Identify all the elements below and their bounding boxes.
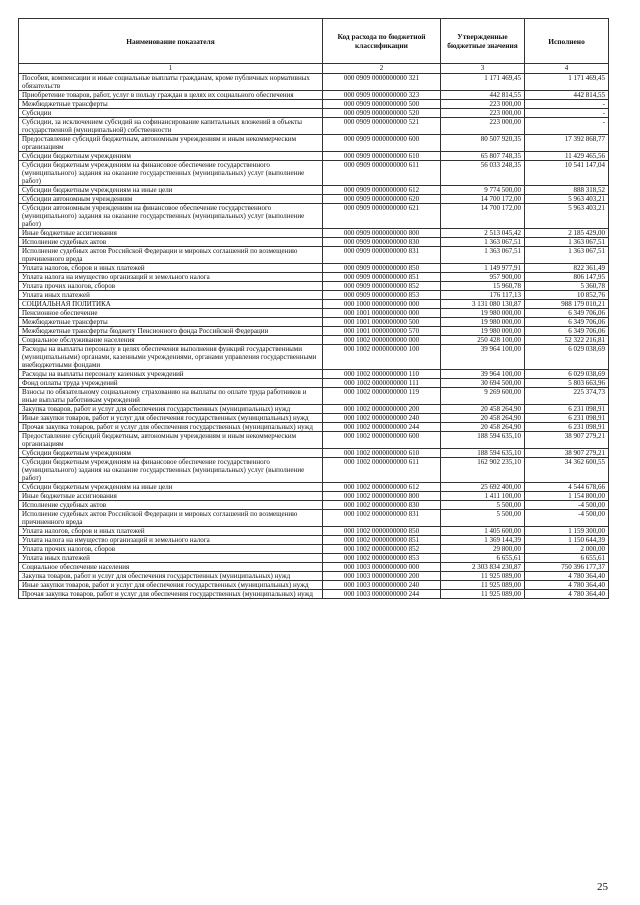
row-approved: 14 700 172,00 — [441, 204, 525, 229]
row-executed: 1 363 067,51 — [525, 238, 609, 247]
table-row — [19, 109, 609, 118]
table-row — [19, 379, 609, 388]
header-indicator-name: Наименование показателя — [19, 19, 323, 64]
row-executed: 4 544 678,66 — [525, 483, 609, 492]
row-approved: 1 369 144,39 — [441, 536, 525, 545]
row-approved: 188 594 635,10 — [441, 449, 525, 458]
table-row — [19, 282, 609, 291]
row-code: 000 1002 0000000000 111 — [323, 379, 441, 388]
row-executed: 5 803 663,96 — [525, 379, 609, 388]
row-name: Уплата налогов, сборов и иных платежей — [19, 527, 323, 536]
row-executed: 2 000,00 — [525, 545, 609, 554]
row-executed: 10 541 147,04 — [525, 161, 609, 186]
row-code: 000 0909 0000000000 500 — [323, 100, 441, 109]
table-row — [19, 572, 609, 581]
row-name: Прочая закупка товаров, работ и услуг для обеспечения государственных (муниципальных) нужд — [19, 423, 323, 432]
row-code: 000 0909 0000000000 620 — [323, 195, 441, 204]
row-name: Субсидии бюджетным учреждениям на иные цели — [19, 186, 323, 195]
row-executed: 806 147,95 — [525, 273, 609, 282]
table-row — [19, 590, 609, 599]
table-row — [19, 345, 609, 370]
row-approved: 223 000,00 — [441, 109, 525, 118]
row-name: СОЦИАЛЬНАЯ ПОЛИТИКА — [19, 300, 323, 309]
table-row — [19, 388, 609, 405]
row-code: 000 1002 0000000000 240 — [323, 414, 441, 423]
column-number: 3 — [441, 64, 525, 74]
row-approved: 56 033 248,35 — [441, 161, 525, 186]
row-code: 000 1002 0000000000 830 — [323, 501, 441, 510]
table-row — [19, 135, 609, 152]
row-executed: 442 814,55 — [525, 91, 609, 100]
row-approved: 39 964 100,00 — [441, 345, 525, 370]
row-executed: 4 780 364,40 — [525, 581, 609, 590]
row-executed: 988 179 010,21 — [525, 300, 609, 309]
row-code: 000 1002 0000000000 611 — [323, 458, 441, 483]
column-number-row — [19, 64, 609, 74]
row-approved: 1 363 067,51 — [441, 238, 525, 247]
header-approved-values: Утвержденные бюджетные значения — [441, 19, 525, 64]
row-approved: 1 171 469,45 — [441, 74, 525, 91]
row-code: 000 1002 0000000000 100 — [323, 345, 441, 370]
row-executed: 1 171 469,45 — [525, 74, 609, 91]
row-code: 000 1002 0000000000 850 — [323, 527, 441, 536]
table-row — [19, 501, 609, 510]
row-approved: 2 513 045,42 — [441, 229, 525, 238]
row-approved: 11 925 089,00 — [441, 572, 525, 581]
row-executed: 38 907 279,21 — [525, 432, 609, 449]
row-executed: 2 185 429,00 — [525, 229, 609, 238]
row-name: Исполнение судебных актов Российской Федерации и мировых соглашений по возмещению причиненного вреда — [19, 510, 323, 527]
budget-execution-report — [18, 18, 608, 599]
row-name: Субсидии бюджетным учреждениям — [19, 152, 323, 161]
table-row — [19, 423, 609, 432]
table-row — [19, 581, 609, 590]
row-name: Исполнение судебных актов Российской Федерации и мировых соглашений по возмещению причиненного вреда — [19, 247, 323, 264]
row-executed: 225 374,73 — [525, 388, 609, 405]
row-executed: 5 963 403,21 — [525, 204, 609, 229]
row-code: 000 1002 0000000000 853 — [323, 554, 441, 563]
row-code: 000 1003 0000000000 000 — [323, 563, 441, 572]
table-row — [19, 327, 609, 336]
header-executed: Исполнено — [525, 19, 609, 64]
row-code: 000 1003 0000000000 200 — [323, 572, 441, 581]
row-executed: 6 231 098,91 — [525, 405, 609, 414]
row-approved: 442 814,55 — [441, 91, 525, 100]
row-name: Социальное обслуживание населения — [19, 336, 323, 345]
row-name: Межбюджетные трансферты — [19, 318, 323, 327]
header-expense-code: Код расхода по бюджетной классификации — [323, 19, 441, 64]
table-row — [19, 536, 609, 545]
row-code: 000 0909 0000000000 323 — [323, 91, 441, 100]
row-approved: 5 500,00 — [441, 501, 525, 510]
row-name: Иные бюджетные ассигнования — [19, 492, 323, 501]
row-name: Исполнение судебных актов — [19, 501, 323, 510]
row-executed: 6 349 706,06 — [525, 309, 609, 318]
table-row — [19, 458, 609, 483]
row-code: 000 0909 0000000000 321 — [323, 74, 441, 91]
row-code: 000 1001 0000000000 570 — [323, 327, 441, 336]
row-name: Уплата налогов, сборов и иных платежей — [19, 264, 323, 273]
row-code: 000 0909 0000000000 521 — [323, 118, 441, 135]
table-row — [19, 483, 609, 492]
row-executed: 1 363 067,51 — [525, 247, 609, 264]
row-name: Фонд оплаты труда учреждений — [19, 379, 323, 388]
row-code: 000 0909 0000000000 612 — [323, 186, 441, 195]
row-approved: 80 507 920,35 — [441, 135, 525, 152]
row-name: Предоставление субсидий бюджетным, автономным учреждениям и иным некоммерческим организациям — [19, 135, 323, 152]
row-code: 000 1001 0000000000 500 — [323, 318, 441, 327]
row-name: Субсидии автономным учреждениям — [19, 195, 323, 204]
table-row — [19, 309, 609, 318]
row-name: Приобретение товаров, работ, услуг в пользу граждан в целях их социального обеспечения — [19, 91, 323, 100]
row-executed: 38 907 279,21 — [525, 449, 609, 458]
column-number: 1 — [19, 64, 323, 74]
table-row — [19, 554, 609, 563]
row-executed: - — [525, 109, 609, 118]
table-row — [19, 247, 609, 264]
table-row — [19, 161, 609, 186]
row-code: 000 1002 0000000000 110 — [323, 370, 441, 379]
table-row — [19, 414, 609, 423]
row-code: 000 1003 0000000000 244 — [323, 590, 441, 599]
row-name: Расходы на выплаты персоналу казенных учреждений — [19, 370, 323, 379]
table-row — [19, 563, 609, 572]
row-approved: 6 655,61 — [441, 554, 525, 563]
row-code: 000 1002 0000000000 200 — [323, 405, 441, 414]
row-code: 000 0909 0000000000 850 — [323, 264, 441, 273]
row-code: 000 1002 0000000000 600 — [323, 432, 441, 449]
row-executed: 5 963 403,21 — [525, 195, 609, 204]
row-executed: 6 349 706,06 — [525, 318, 609, 327]
row-code: 000 1002 0000000000 612 — [323, 483, 441, 492]
row-code: 000 0909 0000000000 800 — [323, 229, 441, 238]
row-code: 000 0909 0000000000 852 — [323, 282, 441, 291]
row-name: Уплата прочих налогов, сборов — [19, 545, 323, 554]
row-executed: 11 429 465,56 — [525, 152, 609, 161]
column-number: 2 — [323, 64, 441, 74]
table-row — [19, 118, 609, 135]
row-code: 000 0909 0000000000 621 — [323, 204, 441, 229]
row-code: 000 0909 0000000000 520 — [323, 109, 441, 118]
row-code: 000 1002 0000000000 800 — [323, 492, 441, 501]
table-row — [19, 195, 609, 204]
row-name: Закупка товаров, работ и услуг для обеспечения государственных (муниципальных) нужд — [19, 405, 323, 414]
row-name: Иные закупки товаров, работ и услуг для обеспечения государственных (муниципальных) нужд — [19, 414, 323, 423]
row-approved: 223 000,00 — [441, 118, 525, 135]
table-row — [19, 186, 609, 195]
table-row — [19, 74, 609, 91]
row-code: 000 1002 0000000000 000 — [323, 336, 441, 345]
row-code: 000 1003 0000000000 240 — [323, 581, 441, 590]
row-name: Иные закупки товаров, работ и услуг для обеспечения государственных (муниципальных) нужд — [19, 581, 323, 590]
row-approved: 1 363 067,51 — [441, 247, 525, 264]
table-row — [19, 291, 609, 300]
row-approved: 250 428 100,00 — [441, 336, 525, 345]
row-approved: 19 980 000,00 — [441, 309, 525, 318]
table-row — [19, 152, 609, 161]
table-row — [19, 336, 609, 345]
row-code: 000 0909 0000000000 600 — [323, 135, 441, 152]
table-row — [19, 273, 609, 282]
row-name: Субсидии бюджетным учреждениям — [19, 449, 323, 458]
row-approved: 3 131 080 130,87 — [441, 300, 525, 309]
row-approved: 20 458 264,90 — [441, 423, 525, 432]
row-name: Расходы на выплаты персоналу в целях обеспечения выполнения функций государственными (муниципальными) органами, казенными учреждениями, органами управления государственными внебюджетными фондами — [19, 345, 323, 370]
row-name: Закупка товаров, работ и услуг для обеспечения государственных (муниципальных) нужд — [19, 572, 323, 581]
row-name: Предоставление субсидий бюджетным, автономным учреждениям и иным некоммерческим организациям — [19, 432, 323, 449]
row-executed: -4 500,00 — [525, 501, 609, 510]
table-row — [19, 492, 609, 501]
table-row — [19, 318, 609, 327]
row-name: Уплата налога на имущество организаций и земельного налога — [19, 536, 323, 545]
row-name: Уплата иных платежей — [19, 291, 323, 300]
row-approved: 20 458 264,90 — [441, 414, 525, 423]
row-code: 000 1002 0000000000 244 — [323, 423, 441, 432]
row-executed: 1 159 300,00 — [525, 527, 609, 536]
row-name: Субсидии — [19, 109, 323, 118]
row-code: 000 1002 0000000000 852 — [323, 545, 441, 554]
row-code: 000 0909 0000000000 853 — [323, 291, 441, 300]
row-executed: 1 154 800,00 — [525, 492, 609, 501]
table-row — [19, 370, 609, 379]
table-row — [19, 100, 609, 109]
row-approved: 19 980 000,00 — [441, 327, 525, 336]
row-approved: 957 900,00 — [441, 273, 525, 282]
row-name: Иные бюджетные ассигнования — [19, 229, 323, 238]
row-approved: 9 774 500,00 — [441, 186, 525, 195]
row-approved: 1 411 100,00 — [441, 492, 525, 501]
row-name: Межбюджетные трансферты бюджету Пенсионного фонда Российской Федерации — [19, 327, 323, 336]
row-code: 000 1002 0000000000 119 — [323, 388, 441, 405]
table-header-row — [19, 19, 609, 64]
row-name: Взносы по обязательному социальному страхованию на выплаты по оплате труда работников и иные выплаты работникам учреждений — [19, 388, 323, 405]
row-executed: 822 361,49 — [525, 264, 609, 273]
row-name: Субсидии бюджетным учреждениям на иные цели — [19, 483, 323, 492]
table-row — [19, 405, 609, 414]
row-executed: 4 780 364,40 — [525, 572, 609, 581]
row-executed: 4 780 364,40 — [525, 590, 609, 599]
table-row — [19, 264, 609, 273]
row-approved: 9 269 600,00 — [441, 388, 525, 405]
expenditure-table — [18, 18, 609, 599]
row-approved: 11 925 089,00 — [441, 590, 525, 599]
row-approved: 20 458 264,90 — [441, 405, 525, 414]
row-code: 000 1002 0000000000 851 — [323, 536, 441, 545]
row-executed: 5 360,78 — [525, 282, 609, 291]
table-row — [19, 545, 609, 554]
row-executed: -4 500,00 — [525, 510, 609, 527]
row-executed: 6 029 038,69 — [525, 345, 609, 370]
row-executed: 1 150 644,39 — [525, 536, 609, 545]
row-approved: 1 149 977,91 — [441, 264, 525, 273]
row-approved: 30 694 500,00 — [441, 379, 525, 388]
row-name: Межбюджетные трансферты — [19, 100, 323, 109]
row-approved: 11 925 089,00 — [441, 581, 525, 590]
row-code: 000 1000 0000000000 000 — [323, 300, 441, 309]
table-row — [19, 229, 609, 238]
row-approved: 223 000,00 — [441, 100, 525, 109]
row-code: 000 1002 0000000000 831 — [323, 510, 441, 527]
row-name: Субсидии бюджетным учреждениям на финансовое обеспечение государственного (муниципального) задания на оказание государственных (муниципальных) услуг (выполнение работ) — [19, 161, 323, 186]
row-code: 000 0909 0000000000 830 — [323, 238, 441, 247]
row-executed: 17 392 868,77 — [525, 135, 609, 152]
row-executed: 888 318,52 — [525, 186, 609, 195]
row-approved: 29 800,00 — [441, 545, 525, 554]
row-approved: 2 303 834 230,87 — [441, 563, 525, 572]
table-row — [19, 204, 609, 229]
row-code: 000 1001 0000000000 000 — [323, 309, 441, 318]
row-approved: 14 700 172,00 — [441, 195, 525, 204]
row-approved: 162 902 235,10 — [441, 458, 525, 483]
row-executed: 6 349 706,06 — [525, 327, 609, 336]
row-executed: 10 852,76 — [525, 291, 609, 300]
row-executed: - — [525, 100, 609, 109]
row-name: Исполнение судебных актов — [19, 238, 323, 247]
row-approved: 15 960,78 — [441, 282, 525, 291]
row-approved: 5 500,00 — [441, 510, 525, 527]
row-name: Субсидии бюджетным учреждениям на финансовое обеспечение государственного (муниципального) задания на оказание государственных (муниципальных) услуг (выполнение работ) — [19, 458, 323, 483]
row-name: Уплата иных платежей — [19, 554, 323, 563]
row-approved: 188 594 635,10 — [441, 432, 525, 449]
row-executed: 34 362 600,55 — [525, 458, 609, 483]
row-name: Уплата прочих налогов, сборов — [19, 282, 323, 291]
table-row — [19, 91, 609, 100]
row-name: Уплата налога на имущество организаций и земельного налога — [19, 273, 323, 282]
row-approved: 65 807 748,35 — [441, 152, 525, 161]
row-executed: 6 231 098,91 — [525, 423, 609, 432]
row-code: 000 0909 0000000000 611 — [323, 161, 441, 186]
row-name: Социальное обеспечение населения — [19, 563, 323, 572]
row-executed: - — [525, 118, 609, 135]
row-code: 000 0909 0000000000 851 — [323, 273, 441, 282]
row-name: Прочая закупка товаров, работ и услуг для обеспечения государственных (муниципальных) нужд — [19, 590, 323, 599]
row-name: Пособия, компенсации и иные социальные выплаты гражданам, кроме публичных нормативных обязательств — [19, 74, 323, 91]
row-name: Субсидии, за исключением субсидий на софинансирование капитальных вложений в объекты государственной (муниципальной) собственности — [19, 118, 323, 135]
row-executed: 52 322 216,81 — [525, 336, 609, 345]
row-name: Субсидии автономным учреждениям на финансовое обеспечение государственного (муниципального) задания на оказание государственных (муниципальных) услуг (выполнение работ) — [19, 204, 323, 229]
row-approved: 39 964 100,00 — [441, 370, 525, 379]
row-code: 000 0909 0000000000 610 — [323, 152, 441, 161]
row-code: 000 1002 0000000000 610 — [323, 449, 441, 458]
table-row — [19, 238, 609, 247]
table-row — [19, 449, 609, 458]
table-row — [19, 300, 609, 309]
row-executed: 6 231 098,91 — [525, 414, 609, 423]
table-row — [19, 432, 609, 449]
row-approved: 19 980 000,00 — [441, 318, 525, 327]
row-approved: 25 692 400,00 — [441, 483, 525, 492]
column-number: 4 — [525, 64, 609, 74]
row-code: 000 0909 0000000000 831 — [323, 247, 441, 264]
row-executed: 6 029 038,69 — [525, 370, 609, 379]
table-row — [19, 510, 609, 527]
page-number: 25 — [597, 881, 608, 893]
row-approved: 176 117,13 — [441, 291, 525, 300]
row-name: Пенсионное обеспечение — [19, 309, 323, 318]
row-executed: 750 396 177,37 — [525, 563, 609, 572]
table-row — [19, 527, 609, 536]
row-executed: 6 655,61 — [525, 554, 609, 563]
row-approved: 1 405 600,00 — [441, 527, 525, 536]
